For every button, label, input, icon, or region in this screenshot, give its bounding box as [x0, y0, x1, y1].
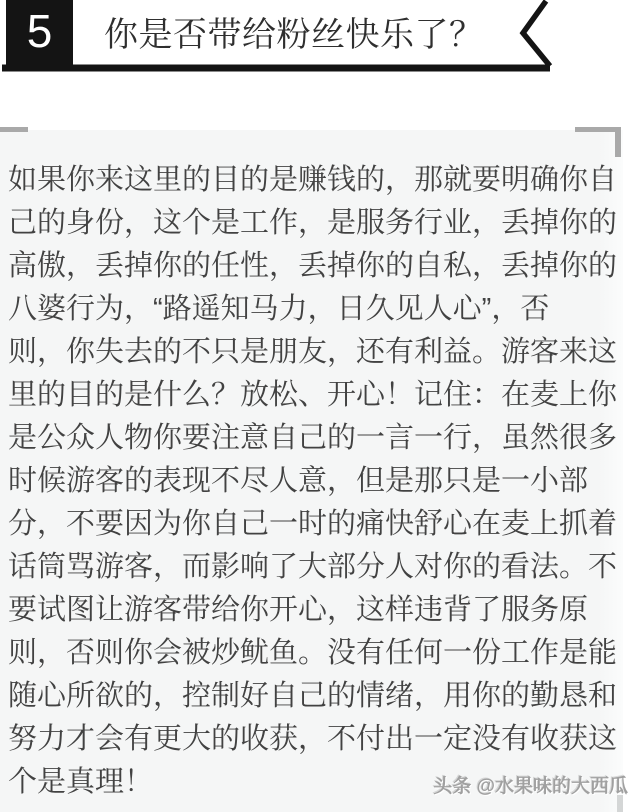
paragraph-line: 努力才会有更大的收获，不付出一定没有收获这 — [8, 723, 618, 755]
paragraph-line: 则，你失去的不只是朋友，还有利益。游客来这 — [8, 336, 618, 368]
paragraph-line: 里的目的是什么？放松、开心！记住：在麦上你 — [8, 379, 618, 411]
article-paragraph — [8, 159, 624, 804]
paragraph-line: 高傲，丢掉你的任性，丢掉你的自私，丢掉你的 — [8, 250, 618, 282]
paragraph-line: 分，不要因为你自己一时的痛快舒心在麦上抓着 — [8, 508, 618, 540]
paragraph-line: 如果你来这里的目的是赚钱的，那就要明确你自 — [8, 164, 618, 196]
paragraph-line: 要试图让游客带给你开心，这样违背了服务原 — [8, 594, 589, 626]
section-header — [0, 0, 640, 78]
paragraph-line: 则，否则你会被炒鱿鱼。没有任何一份工作是能 — [8, 637, 618, 669]
section-number-badge — [6, 0, 73, 66]
corner-mark-top-left — [0, 127, 28, 132]
corner-mark-top-right — [575, 127, 621, 157]
toutiao-watermark: 头条 @水果味的大西瓜 — [433, 776, 628, 797]
paragraph-line: 话筒骂游客，而影响了大部分人对你的看法。不 — [8, 551, 618, 583]
banner-chevron-notch — [523, 1, 550, 66]
paragraph-line: 随心所欲的，控制好自己的情绪，用你的勤恳和 — [8, 680, 618, 712]
paragraph-line: 己的身份，这个是工作，是服务行业，丢掉你的 — [8, 207, 618, 239]
paragraph-line: 个是真理！ — [8, 766, 154, 798]
section-title: 你是否带给粉丝快乐了？ — [104, 15, 484, 54]
section-number: 5 — [26, 5, 53, 57]
paragraph-line: 八婆行为，“路遥知马力，日久见人心”，否 — [8, 293, 550, 325]
paragraph-line: 时候游客的表现不尽人意，但是那只是一小部 — [8, 465, 589, 497]
paragraph-line: 是公众人物你要注意自己的一言一行，虽然很多 — [8, 422, 618, 454]
